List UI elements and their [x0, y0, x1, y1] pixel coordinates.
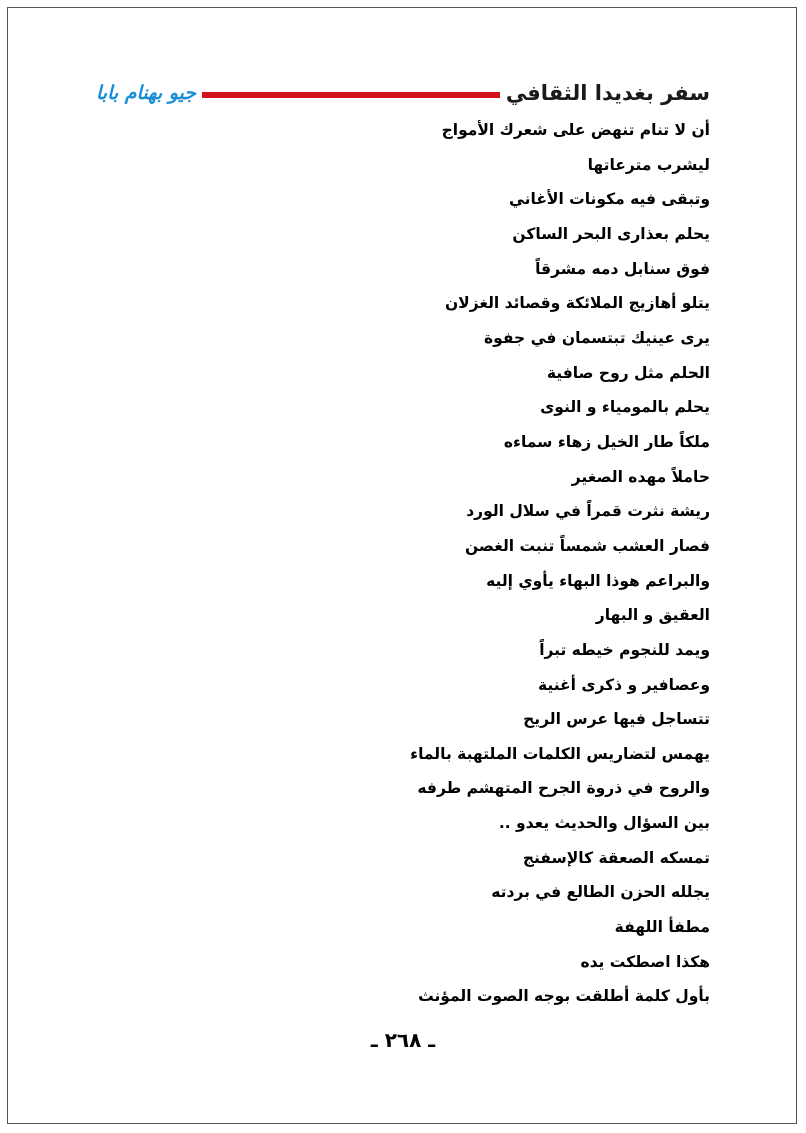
running-header	[96, 80, 710, 108]
poem-line: مطفأ اللهفة	[614, 918, 710, 937]
poem-line: يجلله الحزن الطالع في بردته	[491, 883, 710, 902]
poem-line: يحلم بالمومياء و النوى	[540, 398, 710, 417]
poem-line: تمسكه الصعقة كالإسفنج	[522, 848, 710, 867]
poem-line: فوق سنابل دمه مشرقاً	[535, 259, 710, 278]
poem-body	[110, 113, 710, 1014]
poem-line: أن لا تنام تنهض على شعرك الأمواج	[441, 121, 710, 139]
poem-line: ملكاً طار الخيل زهاء سماءه	[503, 432, 710, 451]
poem-line: هكذا اصطكت يده	[580, 952, 710, 971]
poem-line: ويمد للنجوم خيطه تبراً	[539, 640, 710, 659]
header-author: جيو بهنام بابا	[96, 81, 202, 105]
poem-line: ريشة نثرت قمراً في سلال الورد	[466, 502, 710, 521]
poem-line: الحلم مثل روح صافية	[546, 363, 710, 382]
poem-line: وعصافير و ذكرى أغنية	[537, 675, 710, 694]
page-number: ـ ٢٦٨ ـ	[370, 1028, 436, 1052]
header-title: سفر بغديدا الثقافي	[500, 80, 710, 106]
poem-line: يحلم بعذارى البحر الساكن	[512, 224, 710, 243]
poem-line: يرى عينيك تبتسمان في جفوة	[484, 328, 710, 347]
poem-line: ليشرب مترعاتها	[587, 155, 710, 174]
poem-line: بين السؤال والحديث يعدو ..	[498, 814, 710, 833]
poem-line: والروح في ذروة الجرح المتهشم طرفه	[417, 779, 710, 798]
poem-line: فصار العشب شمساً تنبت الغصن	[464, 536, 710, 555]
poem-line: وتبقى فيه مكونات الأغاني	[509, 190, 710, 209]
poem-line: يهمس لتضاريس الكلمات الملتهبة بالماء	[410, 744, 710, 763]
poem-line: العقيق و البهار	[595, 606, 710, 625]
poem-line: بأول كلمة أطلقت بوجه الصوت المؤنث	[418, 987, 710, 1006]
poem-line: والبراعم هوذا البهاء يأوي إليه	[486, 571, 710, 590]
poem-line: حاملاً مهده الصغير	[571, 467, 710, 486]
poem-line: يتلو أهازيج الملائكة وقصائد الغزلان	[444, 294, 710, 313]
poem-line: تتساجل فيها عرس الريح	[523, 710, 710, 729]
